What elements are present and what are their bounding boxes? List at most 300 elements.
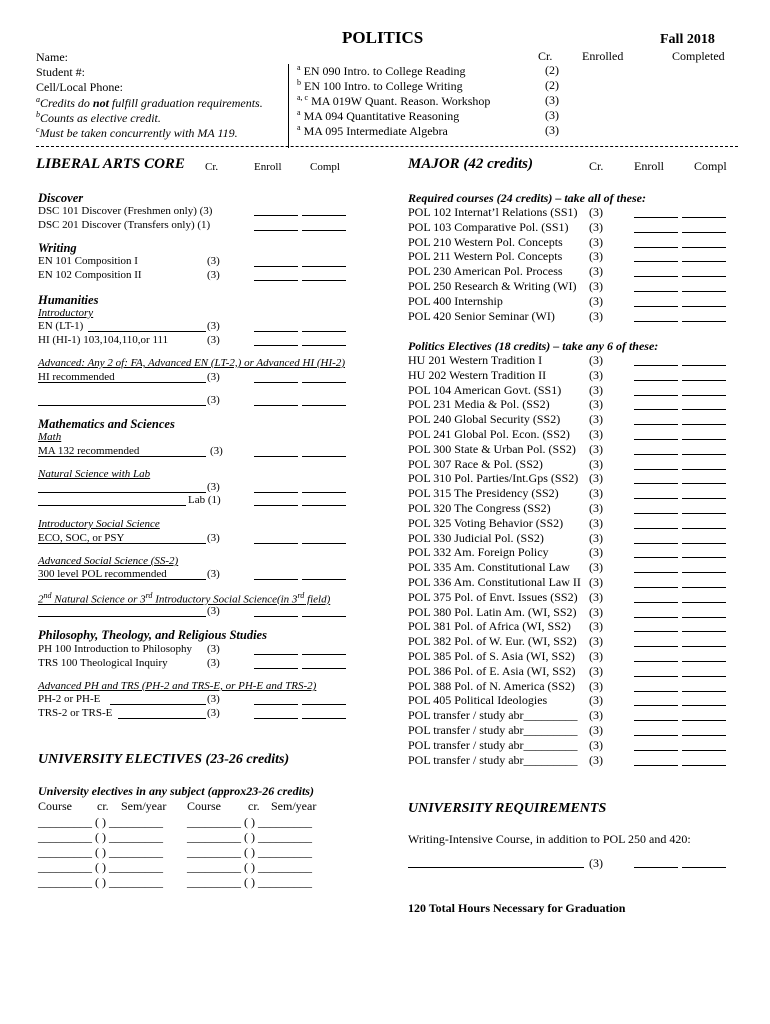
prereq-name: EN 090 Intro. to College Reading	[303, 64, 466, 78]
enroll-blank[interactable]	[254, 616, 298, 617]
prereq-cr: (3)	[545, 108, 559, 122]
enroll-blank[interactable]	[254, 492, 298, 493]
electives-sub: University electives in any subject (approx23-26 credits)	[38, 784, 314, 798]
blank-line[interactable]	[38, 579, 206, 580]
enroll-blank[interactable]	[254, 230, 298, 231]
major-title: MAJOR (42 credits)	[408, 156, 533, 172]
course-item: POL 315 The Presidency (SS2)	[408, 486, 559, 501]
wi-cr: (3)	[589, 856, 603, 870]
enroll-blank[interactable]	[634, 395, 678, 396]
wi-course-label: Writing-Intensive Course, in addition to POL 250 and 420:	[408, 832, 691, 846]
course-cr: (3)	[589, 634, 603, 649]
compl-blank[interactable]	[682, 217, 726, 218]
humanities-hi-rec: HI recommended	[38, 371, 115, 383]
compl-blank[interactable]	[682, 291, 726, 292]
enroll-blank[interactable]	[634, 217, 678, 218]
phil-trs2: TRS-2 or TRS-E	[38, 707, 113, 719]
phil-trs2-cr: (3)	[207, 707, 220, 719]
course-item: POL 104 American Govt. (SS1)	[408, 382, 562, 397]
compl-blank[interactable]	[682, 765, 726, 766]
enroll-blank[interactable]	[634, 646, 678, 647]
enroll-blank[interactable]	[634, 617, 678, 618]
course-item: POL transfer / study abr_________	[408, 737, 578, 752]
prereq-course	[297, 123, 448, 139]
second-science-cr: (3)	[207, 605, 220, 617]
elective-row[interactable]: _________ ( ) _________	[38, 815, 163, 829]
course-cr: (3)	[589, 397, 603, 412]
blank-line[interactable]	[38, 616, 206, 617]
adv-soc-label: Advanced Social Science (SS-2)	[38, 555, 179, 567]
enroll-blank[interactable]	[634, 321, 678, 322]
prereq-mark: a	[297, 123, 301, 132]
enroll-blank[interactable]	[634, 765, 678, 766]
course-cr: (3)	[589, 293, 603, 308]
prereq-name: EN 100 Intro. to College Writing	[304, 79, 463, 93]
elective-row[interactable]: _________ ( ) _________	[187, 815, 312, 829]
compl-blank[interactable]	[682, 528, 726, 529]
enroll-blank[interactable]	[634, 380, 678, 381]
compl-blank[interactable]	[302, 543, 346, 544]
prereq-mark: a, c	[297, 93, 309, 102]
compl-blank[interactable]	[682, 409, 726, 410]
course-item: POL 380 Pol. Latin Am. (WI, SS2)	[408, 604, 577, 619]
course-item: POL 400 Internship	[408, 293, 503, 308]
major-compl-header: Compl	[694, 159, 727, 173]
prereq-mark: b	[297, 78, 301, 87]
enroll-blank[interactable]	[254, 331, 298, 332]
compl-blank[interactable]	[682, 365, 726, 366]
compl-blank[interactable]	[682, 617, 726, 618]
humanities-hi: HI (HI-1) 103,104,110,or 111	[38, 334, 169, 346]
course-cr: (3)	[589, 308, 603, 323]
enroll-blank[interactable]	[634, 232, 678, 233]
lab-cr: Lab (1)	[188, 494, 221, 506]
enroll-blank[interactable]	[634, 631, 678, 632]
core-enroll-header: Enroll	[254, 161, 282, 173]
course-cr: (3)	[589, 560, 603, 575]
compl-blank[interactable]	[682, 276, 726, 277]
prereq-mark: a	[297, 63, 301, 72]
compl-blank[interactable]	[682, 557, 726, 558]
compl-blank[interactable]	[302, 616, 346, 617]
pol300: 300 level POL recommended	[38, 568, 167, 580]
blank-line[interactable]	[38, 505, 186, 506]
compl-blank[interactable]	[682, 424, 726, 425]
compl-blank[interactable]	[302, 505, 346, 506]
discover-heading: Discover	[38, 191, 84, 205]
phil-ph-cr: (3)	[207, 643, 220, 655]
course-cr: (3)	[589, 515, 603, 530]
phil-trs: TRS 100 Theological Inquiry	[38, 657, 168, 669]
course-item: POL 420 Senior Seminar (WI)	[408, 308, 555, 323]
course-cr: (3)	[589, 427, 603, 441]
compl-blank[interactable]	[682, 661, 726, 662]
compl-blank[interactable]	[682, 498, 726, 499]
course-item: POL 386 Pol. of E. Asia (WI, SS2)	[408, 663, 576, 678]
course-cr: (3)	[589, 530, 603, 545]
enroll-blank[interactable]	[634, 867, 678, 868]
compl-blank[interactable]	[682, 261, 726, 262]
course-cr: (3)	[589, 441, 603, 456]
enroll-blank[interactable]	[254, 543, 298, 544]
prereq-mark: a	[297, 108, 301, 117]
enroll-blank[interactable]	[634, 720, 678, 721]
compl-blank[interactable]	[682, 395, 726, 396]
course-cr: (3)	[589, 678, 603, 693]
blank-line[interactable]	[110, 704, 206, 705]
enroll-blank[interactable]	[634, 691, 678, 692]
course-item: POL 231 Media & Pol. (SS2)	[408, 397, 550, 412]
footnote-text: Counts as elective credit.	[40, 111, 161, 125]
phil-ph2: PH-2 or PH-E	[38, 693, 101, 705]
electives-title: UNIVERSITY ELECTIVES (23-26 credits)	[38, 752, 290, 767]
enroll-blank[interactable]	[254, 654, 298, 655]
elective-row[interactable]: _________ ( ) _________	[187, 860, 312, 874]
compl-blank[interactable]	[682, 720, 726, 721]
enroll-blank[interactable]	[254, 280, 298, 281]
prereq-cr: (3)	[545, 123, 559, 137]
course-cr: (3)	[589, 649, 603, 663]
elective-row[interactable]: _________ ( ) _________	[38, 845, 163, 859]
humanities-en: EN (LT-1)	[38, 320, 84, 332]
course-cr: (3)	[589, 249, 603, 264]
course-item: POL 102 Internat’l Relations (SS1)	[408, 205, 578, 219]
eco-cr: (3)	[207, 532, 220, 544]
compl-blank[interactable]	[682, 543, 726, 544]
humanities-heading: Humanities	[38, 293, 99, 307]
elective-row[interactable]: _________ ( ) _________	[187, 845, 312, 859]
enroll-blank[interactable]	[634, 602, 678, 603]
enroll-blank[interactable]	[254, 456, 298, 457]
course-cr: (3)	[589, 545, 603, 560]
course-item: POL 381 Pol. of Africa (WI, SS2)	[408, 619, 571, 634]
math-sub: Math	[38, 431, 62, 443]
phone-field[interactable]: Cell/Local Phone:	[36, 80, 123, 94]
page-title: POLITICS	[342, 28, 424, 47]
required-label: Required courses (24 credits) – take all of these:	[408, 191, 646, 205]
enroll-blank[interactable]	[634, 705, 678, 706]
compl-blank[interactable]	[302, 654, 346, 655]
compl-blank[interactable]	[302, 230, 346, 231]
blank-line[interactable]	[88, 331, 206, 332]
course-cr: (3)	[589, 471, 603, 486]
writing-cr: (3)	[207, 269, 220, 281]
phil-ph2-cr: (3)	[207, 693, 220, 705]
pol-electives-label: Politics Electives (18 credits) – take any 6 of these:	[408, 339, 659, 353]
course-item: POL 335 Am. Constitutional Law	[408, 560, 570, 575]
compl-blank[interactable]	[682, 867, 726, 868]
prereq-course	[297, 93, 490, 109]
enroll-blank[interactable]	[634, 365, 678, 366]
prereq-name: MA 094 Quantitative Reasoning	[303, 109, 460, 123]
term-label: Fall 2018	[660, 32, 715, 47]
course-item: HU 202 Western Tradition II	[408, 367, 547, 382]
enroll-blank[interactable]	[254, 405, 298, 406]
footnote-text: fulfill graduation requirements.	[108, 96, 263, 110]
student-number-field[interactable]: Student #:	[36, 65, 86, 79]
prereq-course	[297, 63, 466, 79]
footnote	[36, 95, 263, 111]
compl-blank[interactable]	[682, 454, 726, 455]
course-cr: (3)	[589, 205, 603, 219]
course-cr: (3)	[589, 501, 603, 515]
footnote-bold: not	[92, 96, 109, 110]
course-cr: (3)	[589, 353, 603, 367]
course-item: HU 201 Western Tradition I	[408, 353, 543, 367]
footnote-mark: a	[36, 95, 40, 104]
enroll-blank[interactable]	[254, 668, 298, 669]
prereq-name: MA 019W Quant. Reason. Workshop	[311, 94, 491, 108]
prereq-course	[297, 108, 459, 124]
intro-soc-label: Introductory Social Science	[38, 518, 160, 530]
blank-line[interactable]	[38, 492, 206, 493]
enroll-blank[interactable]	[634, 454, 678, 455]
prereq-completed-header: Completed	[672, 49, 725, 63]
major-cr-header: Cr.	[589, 159, 604, 173]
course-item: POL transfer / study abr_________	[408, 723, 578, 737]
blank-line[interactable]	[118, 718, 206, 719]
elective-row[interactable]: _________ ( ) _________	[38, 860, 163, 874]
course-cr: (3)	[589, 486, 603, 501]
prereq-cr: (3)	[545, 93, 559, 107]
enroll-blank[interactable]	[634, 513, 678, 514]
compl-blank[interactable]	[682, 631, 726, 632]
course-item: POL 300 State & Urban Pol. (SS2)	[408, 441, 576, 456]
enroll-blank[interactable]	[254, 266, 298, 267]
humanities-intro-label: Introductory	[38, 307, 94, 319]
enroll-blank[interactable]	[634, 557, 678, 558]
course-cr: (3)	[589, 604, 603, 619]
enroll-blank[interactable]	[634, 572, 678, 573]
course-item: POL 103 Comparative Pol. (SS1)	[408, 219, 569, 234]
course-cr: (3)	[589, 619, 603, 634]
course-item: POL 250 Research & Writing (WI)	[408, 279, 577, 293]
core-cr-header: Cr.	[205, 161, 219, 173]
course-item: POL 320 The Congress (SS2)	[408, 501, 551, 515]
discover-item: DSC 101 Discover (Freshmen only) (3)	[38, 205, 213, 217]
course-cr: (3)	[589, 264, 603, 279]
prereq-cr: (2)	[545, 63, 559, 77]
compl-blank[interactable]	[302, 266, 346, 267]
course-item: POL 325 Voting Behavior (SS2)	[408, 515, 564, 530]
compl-blank[interactable]	[302, 280, 346, 281]
compl-blank[interactable]	[682, 572, 726, 573]
electives-col-cr: cr.	[248, 799, 260, 813]
course-cr: (3)	[589, 456, 603, 471]
electives-col-course: Course	[187, 799, 221, 813]
enroll-blank[interactable]	[634, 306, 678, 307]
nat-sci-cr: (3)	[207, 481, 220, 493]
enroll-blank[interactable]	[634, 247, 678, 248]
math-heading: Mathematics and Sciences	[38, 417, 175, 431]
prereq-enrolled-header: Enrolled	[582, 49, 624, 63]
enroll-blank[interactable]	[634, 424, 678, 425]
writing-cr: (3)	[207, 255, 220, 267]
compl-blank[interactable]	[302, 215, 346, 216]
compl-blank[interactable]	[682, 232, 726, 233]
compl-blank[interactable]	[302, 579, 346, 580]
compl-blank[interactable]	[302, 668, 346, 669]
compl-blank[interactable]	[682, 306, 726, 307]
enroll-blank[interactable]	[634, 469, 678, 470]
header-divider	[288, 64, 289, 148]
enroll-blank[interactable]	[254, 382, 298, 383]
enroll-blank[interactable]	[634, 528, 678, 529]
compl-blank[interactable]	[302, 345, 346, 346]
enroll-blank[interactable]	[634, 498, 678, 499]
blank-line[interactable]	[38, 456, 206, 457]
compl-blank[interactable]	[302, 718, 346, 719]
course-item: POL 405 Political Ideologies	[408, 693, 548, 708]
prereq-cr: (2)	[545, 78, 559, 92]
pol300-cr: (3)	[207, 568, 220, 580]
compl-blank[interactable]	[302, 382, 346, 383]
course-item: POL 241 Global Pol. Econ. (SS2)	[408, 427, 570, 441]
elective-row[interactable]: _________ ( ) _________	[38, 830, 163, 844]
electives-col-sem: Sem/year	[121, 799, 167, 813]
enroll-blank[interactable]	[634, 735, 678, 736]
compl-blank[interactable]	[682, 602, 726, 603]
enroll-blank[interactable]	[634, 276, 678, 277]
compl-blank[interactable]	[682, 587, 726, 588]
course-cr: (3)	[589, 575, 603, 589]
math-ma-cr: (3)	[210, 445, 223, 457]
phil-adv: Advanced PH and TRS (PH-2 and TRS-E, or PH-E and TRS-2)	[38, 680, 317, 692]
enroll-blank[interactable]	[254, 579, 298, 580]
blank-line[interactable]	[408, 867, 584, 868]
core-compl-header: Compl	[310, 161, 340, 173]
footnote-mark: c	[36, 125, 40, 134]
compl-blank[interactable]	[302, 456, 346, 457]
enroll-blank[interactable]	[634, 750, 678, 751]
compl-blank[interactable]	[682, 439, 726, 440]
phil-trs-cr: (3)	[207, 657, 220, 669]
writing-item: EN 101 Composition I	[38, 255, 138, 267]
enroll-blank[interactable]	[254, 215, 298, 216]
electives-col-sem: Sem/year	[271, 799, 317, 813]
enroll-blank[interactable]	[634, 676, 678, 677]
dashed-separator	[36, 146, 738, 147]
course-cr: (3)	[589, 382, 603, 397]
enroll-blank[interactable]	[634, 291, 678, 292]
course-item: POL 240 Global Security (SS2)	[408, 412, 561, 427]
compl-blank[interactable]	[682, 735, 726, 736]
enroll-blank[interactable]	[634, 409, 678, 410]
course-item: POL 307 Race & Pol. (SS2)	[408, 456, 543, 471]
discover-item: DSC 201 Discover (Transfers only) (1)	[38, 219, 211, 231]
enroll-blank[interactable]	[254, 505, 298, 506]
footnote-text: Credits do	[40, 96, 93, 110]
elective-row[interactable]: _________ ( ) _________	[187, 830, 312, 844]
course-cr: (3)	[589, 693, 603, 708]
course-item: POL 310 Pol. Parties/Int.Gps (SS2)	[408, 471, 579, 486]
phil-heading: Philosophy, Theology, and Religious Studies	[38, 628, 267, 642]
footnote	[36, 125, 238, 141]
enroll-blank[interactable]	[634, 661, 678, 662]
prereq-cr-header: Cr.	[538, 49, 553, 63]
footnote	[36, 110, 161, 126]
enroll-blank[interactable]	[634, 483, 678, 484]
course-cr: (3)	[589, 708, 603, 723]
compl-blank[interactable]	[682, 676, 726, 677]
humanities-hi-rec-cr: (3)	[207, 371, 220, 383]
humanities-advanced: Advanced: Any 2 of: FA, Advanced EN (LT-2,) or Advanced HI (HI-2)	[38, 357, 345, 369]
nat-sci-label: Natural Science with Lab	[38, 468, 151, 480]
compl-blank[interactable]	[302, 492, 346, 493]
compl-blank[interactable]	[682, 380, 726, 381]
writing-item: EN 102 Composition II	[38, 269, 142, 281]
math-ma: MA 132 recommended	[38, 445, 140, 457]
course-item: POL 336 Am. Constitutional Law II	[408, 575, 581, 589]
blank-line[interactable]	[38, 382, 206, 383]
name-field[interactable]: Name:	[36, 50, 68, 64]
compl-blank[interactable]	[302, 331, 346, 332]
compl-blank[interactable]	[682, 691, 726, 692]
course-item: POL 388 Pol. of N. America (SS2)	[408, 678, 575, 693]
enroll-blank[interactable]	[254, 718, 298, 719]
compl-blank[interactable]	[302, 704, 346, 705]
major-enroll-header: Enroll	[634, 159, 664, 173]
footnote-text: Must be taken concurrently with MA 119.	[39, 126, 238, 140]
core-title: LIBERAL ARTS CORE	[36, 156, 185, 172]
course-item: POL 382 Pol. of W. Eur. (WI, SS2)	[408, 634, 577, 649]
compl-blank[interactable]	[302, 405, 346, 406]
footnote-mark: b	[36, 110, 40, 119]
humanities-blank-cr: (3)	[207, 394, 220, 406]
prereq-course	[297, 78, 463, 94]
course-cr: (3)	[589, 367, 603, 382]
enroll-blank[interactable]	[634, 261, 678, 262]
enroll-blank[interactable]	[634, 587, 678, 588]
enroll-blank[interactable]	[254, 704, 298, 705]
course-cr: (3)	[589, 589, 603, 604]
humanities-en-cr: (3)	[207, 320, 220, 332]
course-item: POL transfer / study abr_________	[408, 752, 578, 767]
univ-req-title: UNIVERSITY REQUIREMENTS	[408, 801, 607, 816]
prereq-name: MA 095 Intermediate Algebra	[303, 124, 448, 138]
compl-blank[interactable]	[682, 646, 726, 647]
enroll-blank[interactable]	[634, 543, 678, 544]
course-cr: (3)	[589, 234, 603, 249]
electives-col-course: Course	[38, 799, 72, 813]
compl-blank[interactable]	[682, 750, 726, 751]
electives-col-cr: cr.	[97, 799, 109, 813]
course-cr: (3)	[589, 752, 603, 767]
second-science-label: 2nd Natural Science or 3rd Introductory Social Science(in 3rd field)	[38, 591, 331, 606]
course-item: POL 211 Western Pol. Concepts	[408, 249, 563, 264]
course-item: POL transfer / study abr_________	[408, 708, 578, 723]
enroll-blank[interactable]	[254, 345, 298, 346]
compl-blank[interactable]	[682, 705, 726, 706]
course-item: POL 330 Judicial Pol. (SS2)	[408, 530, 544, 545]
course-cr: (3)	[589, 663, 603, 678]
course-cr: (3)	[589, 737, 603, 752]
compl-blank[interactable]	[682, 513, 726, 514]
compl-blank[interactable]	[682, 247, 726, 248]
enroll-blank[interactable]	[634, 439, 678, 440]
course-cr: (3)	[589, 279, 603, 293]
elective-row[interactable]: _________ ( ) _________	[38, 875, 163, 889]
compl-blank[interactable]	[682, 483, 726, 484]
total-hours: 120 Total Hours Necessary for Graduation	[408, 901, 626, 915]
course-cr: (3)	[589, 723, 603, 737]
compl-blank[interactable]	[682, 469, 726, 470]
blank-line[interactable]	[38, 405, 206, 406]
elective-row[interactable]: _________ ( ) _________	[187, 875, 312, 889]
compl-blank[interactable]	[682, 321, 726, 322]
writing-heading: Writing	[38, 241, 77, 255]
blank-line[interactable]	[38, 543, 206, 544]
